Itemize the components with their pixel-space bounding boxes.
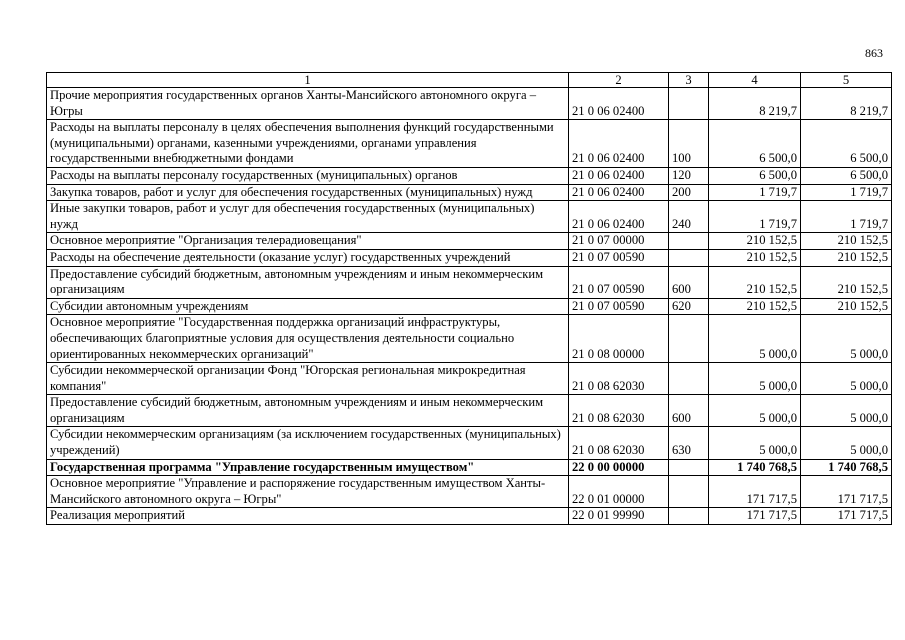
header-col-3: 3: [669, 73, 709, 88]
row-expense-type: 600: [669, 266, 709, 298]
row-expense-type: 240: [669, 201, 709, 233]
row-expense-type: [669, 315, 709, 363]
row-value-col-4: 210 152,5: [709, 266, 801, 298]
row-value-col-4: 210 152,5: [709, 298, 801, 315]
header-col-5: 5: [801, 73, 892, 88]
row-name: Основное мероприятие "Государственная поддержка организаций инфраструктуры, обеспечивающих благоприятные условия для осуществления деятельности социально ориентированных некоммерческих организаций": [47, 315, 569, 363]
row-expense-type: 630: [669, 427, 709, 459]
table-row: [47, 249, 892, 266]
row-name: Иные закупки товаров, работ и услуг для обеспечения государственных (муниципальных) нужд: [47, 201, 569, 233]
row-code: 22 0 01 99990: [569, 508, 669, 525]
row-code: 21 0 07 00000: [569, 233, 669, 250]
table-row: [47, 88, 892, 120]
row-code: 21 0 08 00000: [569, 315, 669, 363]
row-name: Основное мероприятие "Управление и распоряжение государственным имуществом Ханты-Мансийского автономного округа – Югры": [47, 476, 569, 508]
table-row: [47, 298, 892, 315]
row-value-col-4: 171 717,5: [709, 508, 801, 525]
row-name: Закупка товаров, работ и услуг для обеспечения государственных (муниципальных) нужд: [47, 184, 569, 201]
row-value-col-4: 6 500,0: [709, 120, 801, 168]
row-value-col-5: 1 719,7: [801, 184, 892, 201]
row-value-col-4: 210 152,5: [709, 249, 801, 266]
row-value-col-4: 8 219,7: [709, 88, 801, 120]
row-value-col-4: 1 719,7: [709, 184, 801, 201]
row-expense-type: [669, 476, 709, 508]
row-value-col-4: 1 740 768,5: [709, 459, 801, 476]
budget-table: [46, 72, 892, 525]
row-code: 22 0 01 00000: [569, 476, 669, 508]
table-row: [47, 120, 892, 168]
row-value-col-5: 1 719,7: [801, 201, 892, 233]
row-code: 21 0 06 02400: [569, 88, 669, 120]
row-code: 21 0 06 02400: [569, 167, 669, 184]
row-value-col-5: 171 717,5: [801, 476, 892, 508]
row-value-col-4: 171 717,5: [709, 476, 801, 508]
row-value-col-5: 171 717,5: [801, 508, 892, 525]
table-row: [47, 459, 892, 476]
header-col-4: 4: [709, 73, 801, 88]
table-row: [47, 476, 892, 508]
row-code: 21 0 06 02400: [569, 201, 669, 233]
row-value-col-5: 210 152,5: [801, 298, 892, 315]
row-code: 21 0 07 00590: [569, 266, 669, 298]
row-value-col-4: 210 152,5: [709, 233, 801, 250]
table-body: [47, 88, 892, 525]
row-expense-type: 200: [669, 184, 709, 201]
table-row: [47, 201, 892, 233]
row-name: Основное мероприятие "Организация телерадиовещания": [47, 233, 569, 250]
row-expense-type: [669, 249, 709, 266]
row-expense-type: [669, 459, 709, 476]
table-row: [47, 184, 892, 201]
row-value-col-4: 5 000,0: [709, 427, 801, 459]
table-row: [47, 167, 892, 184]
row-expense-type: 620: [669, 298, 709, 315]
row-name: Предоставление субсидий бюджетным, автономным учреждениям и иным некоммерческим организациям: [47, 266, 569, 298]
row-value-col-5: 5 000,0: [801, 363, 892, 395]
row-value-col-5: 6 500,0: [801, 167, 892, 184]
row-code: 22 0 00 00000: [569, 459, 669, 476]
table-row: [47, 508, 892, 525]
row-value-col-4: 5 000,0: [709, 315, 801, 363]
table-row: [47, 233, 892, 250]
row-value-col-5: 6 500,0: [801, 120, 892, 168]
header-row: [47, 73, 892, 88]
row-expense-type: 120: [669, 167, 709, 184]
table-row: [47, 427, 892, 459]
row-expense-type: 100: [669, 120, 709, 168]
row-code: 21 0 08 62030: [569, 395, 669, 427]
row-code: 21 0 08 62030: [569, 427, 669, 459]
row-name: Субсидии некоммерческой организации Фонд "Югорская региональная микрокредитная компания": [47, 363, 569, 395]
header-col-2: 2: [569, 73, 669, 88]
row-value-col-4: 5 000,0: [709, 395, 801, 427]
row-expense-type: 600: [669, 395, 709, 427]
row-code: 21 0 07 00590: [569, 298, 669, 315]
row-code: 21 0 08 62030: [569, 363, 669, 395]
row-name: Расходы на выплаты персоналу в целях обеспечения выполнения функций государственными (муниципальными) органами, казенными учреждениями, органами управления государственными внебюджетными фондами: [47, 120, 569, 168]
table-row: [47, 266, 892, 298]
table-row: [47, 315, 892, 363]
row-name: Расходы на выплаты персоналу государственных (муниципальных) органов: [47, 167, 569, 184]
page-number: 863: [865, 46, 883, 60]
row-value-col-5: 210 152,5: [801, 249, 892, 266]
row-value-col-5: 5 000,0: [801, 427, 892, 459]
row-value-col-5: 5 000,0: [801, 315, 892, 363]
table-row: [47, 363, 892, 395]
header-col-1: 1: [47, 73, 569, 88]
row-name: Субсидии автономным учреждениям: [47, 298, 569, 315]
row-name: Прочие мероприятия государственных органов Ханты-Мансийского автономного округа – Югры: [47, 88, 569, 120]
row-value-col-4: 6 500,0: [709, 167, 801, 184]
row-expense-type: [669, 88, 709, 120]
row-expense-type: [669, 233, 709, 250]
row-expense-type: [669, 508, 709, 525]
row-name: Субсидии некоммерческим организациям (за исключением государственных (муниципальных) учреждений): [47, 427, 569, 459]
row-value-col-5: 1 740 768,5: [801, 459, 892, 476]
row-value-col-4: 1 719,7: [709, 201, 801, 233]
row-value-col-4: 5 000,0: [709, 363, 801, 395]
row-code: 21 0 06 02400: [569, 184, 669, 201]
row-value-col-5: 210 152,5: [801, 266, 892, 298]
row-expense-type: [669, 363, 709, 395]
row-code: 21 0 07 00590: [569, 249, 669, 266]
row-name: Предоставление субсидий бюджетным, автономным учреждениям и иным некоммерческим организациям: [47, 395, 569, 427]
row-name: Реализация мероприятий: [47, 508, 569, 525]
row-value-col-5: 210 152,5: [801, 233, 892, 250]
row-value-col-5: 5 000,0: [801, 395, 892, 427]
row-value-col-5: 8 219,7: [801, 88, 892, 120]
row-code: 21 0 06 02400: [569, 120, 669, 168]
row-name: Государственная программа "Управление государственным имуществом": [47, 459, 569, 476]
table-row: [47, 395, 892, 427]
row-name: Расходы на обеспечение деятельности (оказание услуг) государственных учреждений: [47, 249, 569, 266]
